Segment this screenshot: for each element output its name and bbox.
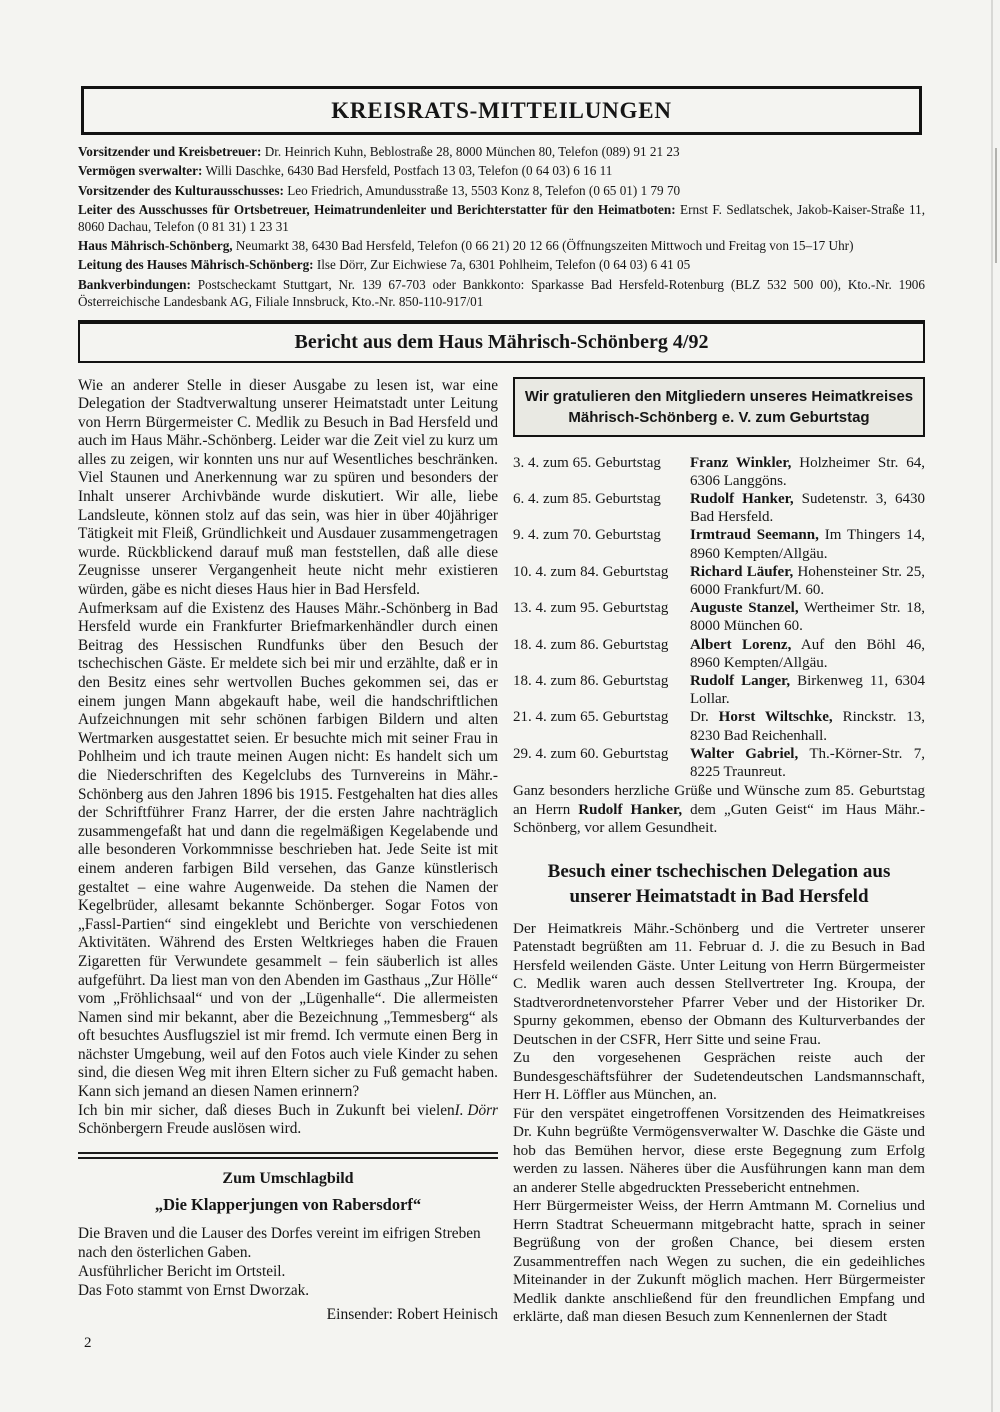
article-paragraph: Für den verspätet eingetroffenen Vorsitzenden des Heimatkreises Dr. Kuhn begrüßte Vermögensverwalter W. Daschke die Gäste und hob das Bemühen hervor, diese erste Begegnung zum Erfolg werden zu lassen. Näheres über die Ausführungen kann man dem an anderer Stelle abgedruckten Pressebericht entnehmen.: [513, 1104, 925, 1196]
birthday-date: 18. 4. zum 86. Geburtstag: [513, 672, 669, 689]
cover-note-heading: Zum Umschlagbild: [222, 1169, 354, 1187]
birthday-date: 18. 4. zum 86. Geburtstag: [513, 636, 669, 653]
person-address: Auf den Böhl 46, 8960 Kempten/Allgäu.: [690, 636, 925, 671]
birthday-date: 9. 4. zum 70. Geburtstag: [513, 527, 661, 544]
birthday-row: [513, 708, 925, 744]
cover-note-line: Das Foto stammt von Ernst Dworzak.: [78, 1282, 310, 1300]
birthday-row: [513, 490, 925, 526]
congrats-box-line: Wir gratulieren den Mitgliedern unseres Heimatkreises: [524, 387, 914, 405]
person-name: Walter Gabriel,: [690, 745, 799, 762]
directory-entry: [78, 163, 925, 180]
birthday-person: [690, 454, 925, 490]
article-paragraph-with-signature: [78, 1102, 498, 1139]
article-paragraph: Wie an anderer Stelle in dieser Ausgabe zu lesen ist, war eine Delegation der Stadtverwaltung unserer Heimatstadt unter Leitung von Herrn Bürgermeister C. Medlik zu Besuch in Bad Hersfeld und auch im Haus Mähr.-Schönberg. Leider war die Zeit viel zu kurz um alles zu zeigen, wir konnten uns nur auf Wesentliches beschränken. Viel Staunen und Anerkennung war zu spüren und besonders der Inhalt unserer Archivbände wurde diskutiert. Wir alle, liebe Landsleute, können stolz auf das sein, was hier in über 40jähriger Tätigkeit mit Fleiß, Gründlichkeit und Ausdauer zusammengetragen wurde. Rückblickend darauf muß man feststellen, daß alle diese Zeugnisse unserer Vergangenheit heute nicht mehr existieren würden, gäbe es nicht dieses Haus hier in Bad Hersfeld.: [78, 376, 498, 599]
person-prefix: Dr.: [690, 709, 719, 726]
birthday-congrats-box: [513, 377, 925, 437]
page-sheet: [78, 86, 925, 1327]
directory-label: Haus Mährisch-Schönberg,: [78, 238, 233, 254]
article-paragraph: Aufmerksam auf die Existenz des Hauses Mähr.-Schönberg in Bad Hersfeld wurde ein Frankfurter Briefmarkenhändler durch einen Beitrag des Hessischen Rundfunks über den Besuch der tschechischen Gäste. Er meldete sich bei mir und erzählte, daß er in den Besitz eines sehr wertvollen Buches gekommen sei, das er einem jungen Mann abgekauft habe, weil die handschriftlichen Aufzeichnungen mit sehr schönen farbigen Bildern und alten Wertmarken ausgestattet seien. Er besuchte mich mit seiner Frau in Pohlheim und ich traute meinen Augen nicht: Es handelt sich um die Niederschriften des Kegelclubs des Turnvereins in Mähr.-Schönberg aus den Jahren 1896 bis 1915. Festgehalten hat dies alles der Schriftführer Franz Harrer, der die ersten Jahre nachträglich zusammengefaßt hat und dann die regelmäßigen Kegelabende und alle besonderen Vorkommnisse beschrieben hat. Jede Seite ist mit einem anderen farbigen Bild versehen, das Ganze künstlerisch gestaltet – eine wahre Augenweide. Da stehen die Namen der Kegelbrüder, allesamt bekannte Schönberger. Sogar Fotos von „Fassl-Partien“ sind eingeklebt und Berichte von verschiedenen Aktivitäten. Während des Ersten Weltkrieges haben die Frauen Zigaretten für Verwundete gesammelt – fein säuberlich ist alles aufgeführt. Da liest man von den Abenden im Gasthaus „Zur Hölle“ vom „Fröhlichsaal“ und von der „Lügenhalle“. Die allermeisten Namen sind mir bekannt, aber die Bezeichnung „Temmesberg“ als oft besuchtes Ausflugsziel ist mir fremd. Ich vermute einen Berg in nächster Umgebung, weil auf den Fotos auch viele Kinder zu sehen sind, die diesen Weg mit ihren Eltern sicher zu Fuß gemacht haben. Kann sich jemand an diesen Namen erinnern?: [78, 599, 498, 1101]
delegation-article: [513, 859, 925, 1327]
page-number: 2: [84, 1335, 92, 1351]
person-name: Horst Wiltschke,: [718, 709, 833, 726]
article-paragraph: Der Heimatkreis Mähr.-Schönberg und die Vertreter unserer Patenstadt begrüßten am 11. Februar d. J. die zu Besuch in Bad Hersfeld weilenden Gäste. Unter Leitung von Herrn Bürgermeister C. Medlik waren auch dessen Stellvertreter Ing. Kroupa, der Stadtverordnetenvorsteher Pfarrer Veber und der Historiker Dr. Spurny gekommen, ebenso der Obmann des Kulturverbandes der Deutschen in der CSFR, Herr Sitte und seine Frau.: [513, 919, 925, 1048]
directory-label: Vorsitzender des Kulturausschusses:: [78, 182, 284, 198]
article-paragraph: Herr Bürgermeister Weiss, der Herrn Amtmann M. Cornelius und Herrn Stadtrat Scheuermann mitgebracht hatte, sprach in seiner Begrüßung von der großen Chance, bei diesem ersten Zusammentreffen nach Wegen zu suchen, die ein gedeihliches Miteinander in der Zukunft möglich machen. Herr Bürgermeister Medlik dankte anschließend für den freundlichen Empfang und erklärte, daß man diesen Besuch zum Kennenlernen der Stadt: [513, 1197, 925, 1326]
person-name: Albert Lorenz,: [690, 636, 792, 653]
right-column: [513, 377, 925, 1327]
person-address: Rinckstr. 13, 8230 Bad Reichenhall.: [690, 709, 925, 744]
directory-text: Willi Daschke, 6430 Bad Hersfeld, Postfach 13 03, Telefon (0 64 03) 6 16 11: [202, 163, 613, 179]
person-address: Wertheimer Str. 18, 8000 München 60.: [690, 600, 925, 635]
two-column-layout: [78, 377, 925, 1327]
note-text: dem „Guten Geist“ im Haus Mähr.-Schönberg, vor allem Gesundheit.: [513, 801, 926, 837]
directory-entry: [78, 277, 925, 311]
birthday-date: 29. 4. zum 60. Geburtstag: [513, 745, 669, 762]
directory-text: Ernst F. Sedlatschek, Jakob-Kaiser-Straße 11, 8060 Dachau, Telefon (0 81 31) 1 23 31: [78, 201, 925, 234]
directory-label: Bankverbindungen:: [78, 276, 191, 292]
birthday-person: [690, 745, 925, 781]
birthday-person: [690, 708, 925, 744]
birthday-person: [690, 599, 925, 635]
birthday-row: [513, 672, 925, 708]
person-name: Richard Läufer,: [690, 563, 794, 580]
section-header-box: [78, 320, 925, 363]
directory-entry: [78, 144, 925, 161]
birthday-row: [513, 526, 925, 562]
birthday-row: [513, 454, 925, 490]
paragraph-text: Ich bin mir sicher, daß dieses Buch in Zukunft bei vielen Schönbergern Freude auslösen wird.: [78, 1101, 455, 1138]
directory-text: Postscheckamt Stuttgart, Nr. 139 67-703 oder Bankkonto: Sparkasse Bad Hersfeld-Rotenburg (BLZ 532 500 00), Kto.-Nr. 1906 Österreichische Landesbank AG, Filiale Innsbruck, Kto.-Nr. 850-110-917/01: [78, 276, 925, 309]
cover-note-subheading: „Die Klapperjungen von Rabersdorf“: [154, 1194, 422, 1214]
person-address: Th.-Körner-Str. 7, 8225 Traunreut.: [690, 745, 925, 780]
birthday-date: 3. 4. zum 65. Geburtstag: [513, 454, 661, 471]
article-paragraph: Zu den vorgesehenen Gesprächen reiste auch der Bundesgeschäftsführer der Sudetendeutschen Landsmannschaft, Herr H. Löffler aus München, an.: [513, 1049, 925, 1104]
birthday-row: [513, 745, 925, 781]
delegation-article-title: [523, 859, 915, 909]
birthday-date: 21. 4. zum 65. Geburtstag: [513, 709, 669, 726]
special-congrats-note: [513, 782, 925, 838]
left-column: [78, 377, 498, 1327]
cover-note-sender: Einsender: Robert Heinisch: [326, 1305, 498, 1323]
birthday-person: [690, 490, 925, 526]
officials-directory: [78, 144, 925, 311]
birthday-person: [690, 672, 925, 708]
person-name: Rudolf Hanker,: [690, 490, 794, 507]
directory-text: Neumarkt 38, 6430 Bad Hersfeld, Telefon (0 66 21) 20 12 66 (Öffnungszeiten Mittwoch und Freitag von 15–17 Uhr): [232, 238, 854, 254]
person-name: Rudolf Langer,: [690, 672, 791, 689]
section-title: Bericht aus dem Haus Mährisch-Schönberg 4/92: [294, 330, 709, 353]
note-text: Ganz besonders herzliche Grüße und Wünsche zum 85. Geburtstag an Herrn: [513, 783, 925, 818]
person-name: Franz Winkler,: [690, 454, 792, 471]
directory-entry: [78, 257, 925, 274]
directory-entry: [78, 238, 925, 255]
cover-note-line: Die Braven und die Lauser des Dorfes vereint im eifrigen Streben nach den österlichen Gaben.: [78, 1224, 481, 1262]
birthday-date: 10. 4. zum 84. Geburtstag: [513, 563, 669, 580]
birthday-row: [513, 636, 925, 672]
person-address: Hohensteiner Str. 25, 6000 Frankfurt/M. 60.: [690, 563, 925, 598]
cover-note-body: [78, 1224, 498, 1301]
scan-edge-artifact: [991, 0, 993, 1412]
directory-entry: [78, 202, 925, 236]
birthday-date: 13. 4. zum 95. Geburtstag: [513, 600, 669, 617]
directory-label: Vorsitzender und Kreisbetreuer:: [78, 144, 262, 159]
birthday-row: [513, 563, 925, 599]
birthday-row: [513, 599, 925, 635]
scan-edge-artifact-dark: [995, 148, 997, 263]
title-line: unserer Heimatstadt in Bad Hersfeld: [569, 885, 869, 907]
birthday-person: [690, 636, 925, 672]
directory-text: Dr. Heinrich Kuhn, Beblostraße 28, 8000 München 80, Telefon (089) 91 21 23: [261, 144, 680, 159]
newsletter-title: KREISRATS-MITTEILUNGEN: [331, 97, 672, 123]
person-address: Birkenweg 11, 6304 Lollar.: [690, 672, 926, 708]
cover-note-line: Ausführlicher Bericht im Ortsteil.: [78, 1263, 286, 1281]
congrats-box-line: Mährisch-Schönberg e. V. zum Geburtstag: [568, 408, 870, 426]
directory-text: Leo Friedrich, Amundusstraße 13, 5503 Konz 8, Telefon (0 65 01) 1 79 70: [283, 182, 681, 198]
directory-label: Leitung des Hauses Mährisch-Schönberg:: [78, 257, 314, 273]
masthead-box: [81, 86, 922, 135]
person-name: Auguste Stanzel,: [690, 600, 799, 617]
note-name: Rudolf Hanker,: [578, 801, 683, 818]
directory-entry: [78, 183, 925, 200]
title-line: Besuch einer tschechischen Delegation aus: [547, 860, 891, 882]
person-address: Im Thingers 14, 8960 Kempten/Allgäu.: [690, 527, 925, 562]
person-address: Holzheimer Str. 64, 6306 Langgöns.: [690, 454, 925, 489]
person-address: Sudetenstr. 3, 6430 Bad Hersfeld.: [690, 490, 925, 526]
birthday-date: 6. 4. zum 85. Geburtstag: [513, 490, 661, 507]
directory-label: Vermögen sverwalter:: [78, 163, 203, 179]
double-rule-divider: [78, 1152, 498, 1159]
birthday-list: [513, 454, 925, 782]
person-name: Irmtraud Seemann,: [690, 527, 819, 544]
directory-text: Ilse Dörr, Zur Eichwiese 7a, 6301 Pohlheim, Telefon (0 64 03) 6 41 05: [313, 257, 691, 273]
directory-label: Leiter des Ausschusses für Ortsbetreuer, Heimatrundenleiter und Berichterstatter für den Heimatboten:: [78, 201, 676, 217]
author-signature: I. Dörr: [454, 1101, 498, 1119]
birthday-person: [690, 526, 925, 562]
birthday-person: [690, 563, 925, 599]
cover-note: [78, 1170, 498, 1324]
